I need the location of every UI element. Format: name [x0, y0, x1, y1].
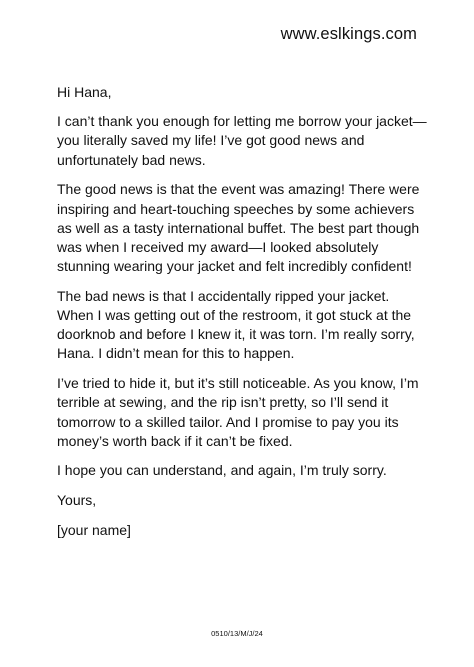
- letter-signature: [your name]: [57, 521, 131, 538]
- letter-greeting: Hi Hana,: [57, 84, 112, 100]
- letter-paragraph-apology: I’ve tried to hide it, but it’s still noticeable. As you know, I’m terrible at sewing, and the rip isn’t pretty, so I’ll send it tomorrow to a skilled tailor. And I promise to pay you its money’s worth back if it can’t be fixed.: [57, 375, 419, 449]
- footer-code: 0510/13/M/J/24: [211, 629, 263, 638]
- letter-sign-off: Yours,: [57, 492, 97, 509]
- letter-paragraph-bad-news: The bad news is that I accidentally ripped your jacket. When I was getting out of the restroom, it got stuck at the doorknob and before I knew it, it was torn. I’m really sorry, Hana. I didn’t mean for this to happen.: [57, 287, 415, 362]
- letter-paragraph-intro: I can’t thank you enough for letting me borrow your jacket—you literally saved my life! I’ve got good news and unfortunately bad news.: [57, 113, 427, 168]
- letter-paragraph-good-news: The good news is that the event was amazing! There were inspiring and heart-touching speeches by some achievers as well as a tasty international buffet. The best part though was when I received my award—I looked absolutely stunning wearing your jacket and felt incredibly confident!: [57, 181, 420, 275]
- letter-paragraph-closing: I hope you can understand, and again, I’m truly sorry.: [57, 462, 387, 479]
- site-url: www.eslkings.com: [280, 25, 417, 43]
- letter-body: [57, 83, 429, 551]
